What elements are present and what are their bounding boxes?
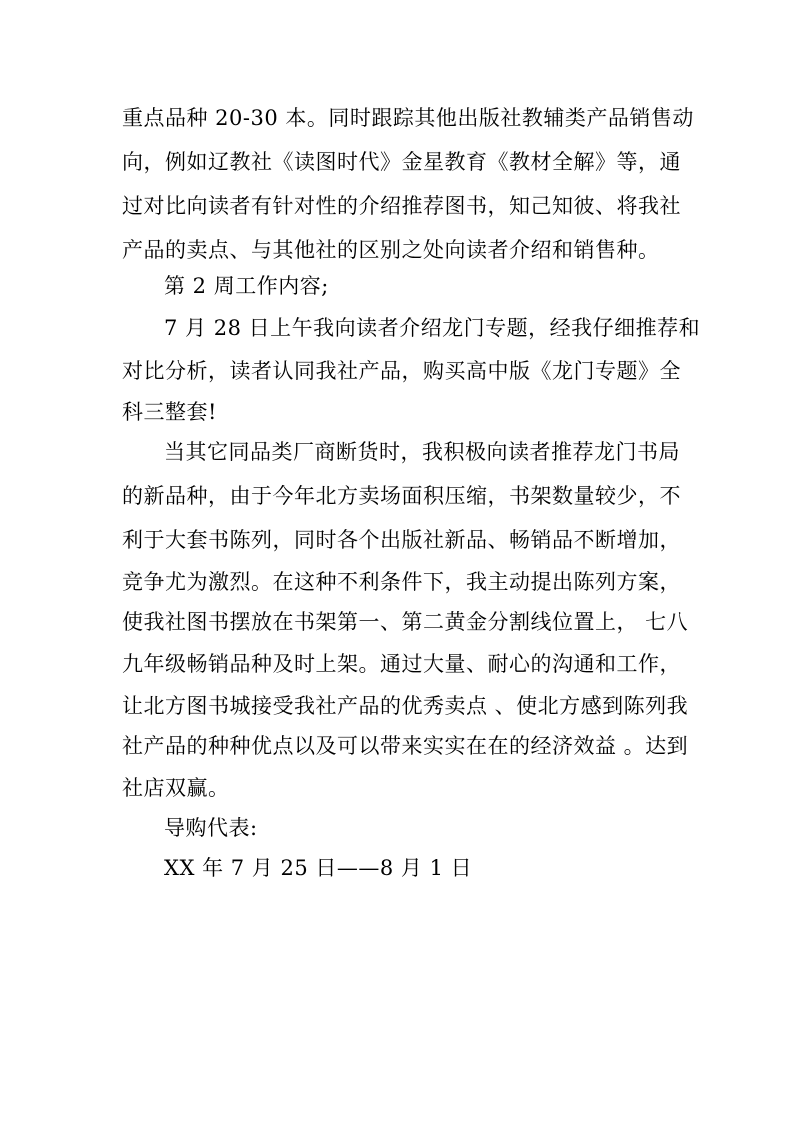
- signature-label: 导购代表:: [164, 816, 258, 840]
- date-range: XX 年 7 月 25 日——8 月 1 日: [164, 856, 473, 880]
- paragraph-line-6: 7 月 28 日上午我向读者介绍龙门专题，经我仔细推荐和: [164, 316, 701, 340]
- paragraph-line-8: 科三整套!: [122, 400, 217, 424]
- paragraph-line-1: 重点品种 20-30 本。同时跟踪其他出版社教辅类产品销售动: [122, 106, 694, 130]
- paragraph-line-11: 利于大套书陈列，同时各个出版社新品、畅销品不断增加，: [122, 528, 681, 552]
- paragraph-line-2: 向，例如辽教社《读图时代》金星教育《教材全解》等，通: [122, 150, 681, 174]
- paragraph-line-4: 产品的卖点、与其他社的区别之处向读者介绍和销售种。: [122, 238, 660, 262]
- paragraph-line-10: 的新品种，由于今年北方卖场面积压缩，书架数量较少，不: [122, 484, 681, 508]
- paragraph-line-13: 使我社图书摆放在书架第一、第二黄金分割线位置上， 七八: [122, 610, 689, 634]
- paragraph-line-15: 让北方图书城接受我社产品的优秀卖点 、使北方感到陈列我: [122, 694, 689, 718]
- section-heading-week2: 第 2 周工作内容;: [164, 274, 329, 298]
- paragraph-line-7: 对比分析，读者认同我社产品，购买高中版《龙门专题》全: [122, 359, 681, 383]
- paragraph-line-14: 九年级畅销品种及时上架。通过大量、耐心的沟通和工作，: [122, 652, 681, 676]
- paragraph-line-17: 社店双赢。: [122, 776, 230, 800]
- paragraph-line-3: 过对比向读者有针对性的介绍推荐图书，知己知彼、将我社: [122, 194, 681, 218]
- paragraph-line-12: 竞争尤为激烈。在这种不利条件下，我主动提出陈列方案，: [122, 570, 681, 594]
- paragraph-line-9: 当其它同品类厂商断货时，我积极向读者推荐龙门书局: [164, 440, 680, 464]
- paragraph-line-16: 社产品的种种优点以及可以带来实实在在的经济效益 。达到: [122, 734, 689, 758]
